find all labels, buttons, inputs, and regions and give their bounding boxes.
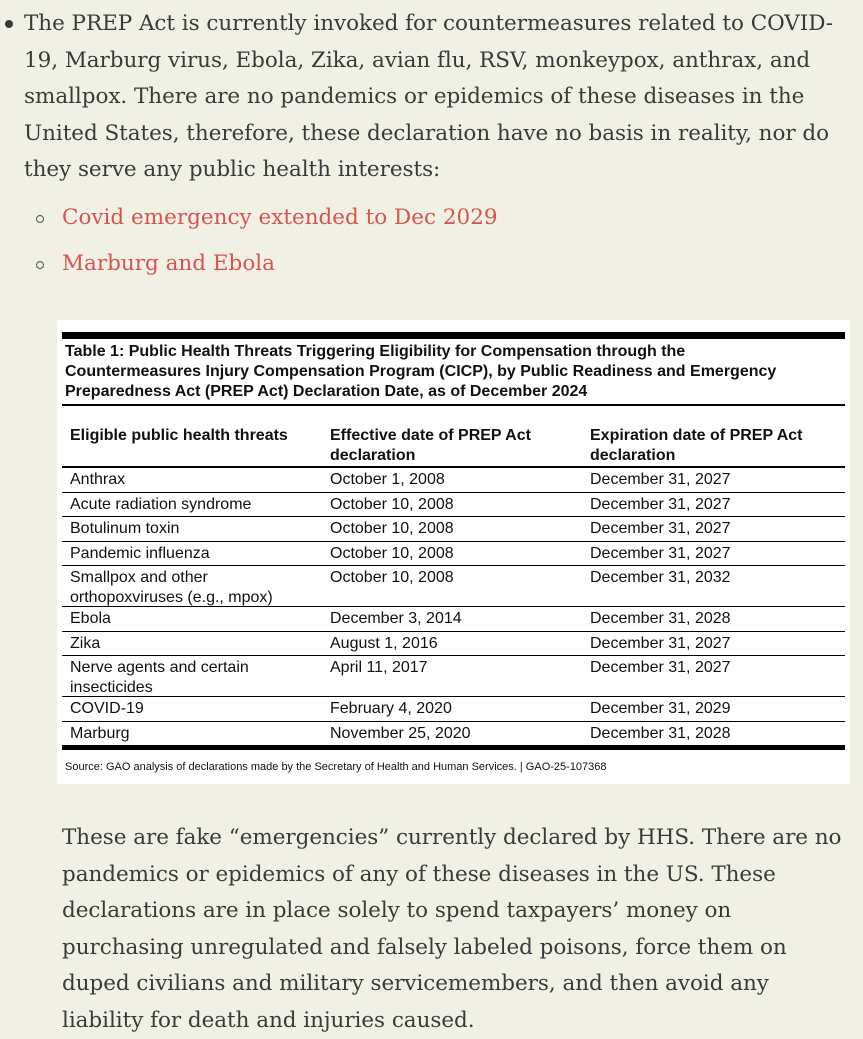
table-body [62, 468, 845, 746]
cell-effective-date: August 1, 2016 [330, 634, 438, 652]
cell-threat: Anthrax [70, 471, 126, 488]
figure-title-rule [62, 404, 845, 406]
main-paragraph: The PREP Act is currently invoked for countermeasures related to COVID-19, Marburg virus, Ebola, Zika, avian flu, RSV, monkeypox, anthrax, and smallpox. There are no pandemics or epidemics of these diseases in the United States, therefore, these declaration have no basis in reality, nor do they serve any public health interests: [24, 11, 834, 182]
cell-effective-date: October 10, 2008 [330, 495, 454, 513]
covid-emergency-link[interactable]: Covid emergency extended to Dec 2029 [62, 205, 498, 230]
cell-effective-date: November 25, 2020 [330, 724, 471, 742]
table-row [62, 632, 845, 657]
cell-effective-date: February 4, 2020 [330, 700, 452, 717]
column-header-effective-date: Effective date of PREP Act declaration [330, 427, 531, 464]
cell-threat: Zika [70, 634, 101, 652]
column-header-expiration-date: Expiration date of PREP Act declaration [590, 427, 803, 464]
threats-table [62, 424, 845, 750]
cell-threat: Acute radiation syndrome [70, 495, 252, 513]
cell-threat: Marburg [70, 724, 130, 742]
table-row [62, 656, 845, 697]
cell-expiration-date: December 31, 2027 [590, 544, 731, 562]
table-row [62, 493, 845, 518]
table-row [62, 697, 845, 722]
cell-expiration-date: December 31, 2027 [590, 471, 731, 488]
table-row [62, 542, 845, 567]
cell-expiration-date: December 31, 2027 [590, 495, 731, 513]
table-row [62, 607, 845, 632]
cell-threat: Ebola [70, 610, 111, 627]
table-row [62, 517, 845, 542]
cell-expiration-date: December 31, 2028 [590, 724, 731, 742]
circle-bullet-icon [36, 261, 44, 269]
column-header-threat: Eligible public health threats [70, 427, 288, 444]
cell-effective-date: April 11, 2017 [330, 659, 428, 676]
table-row [62, 468, 845, 493]
marburg-ebola-link[interactable]: Marburg and Ebola [62, 251, 275, 276]
table-row [62, 566, 845, 607]
cell-effective-date: October 10, 2008 [330, 569, 454, 586]
cell-expiration-date: December 31, 2032 [590, 569, 731, 586]
cell-expiration-date: December 31, 2029 [590, 700, 731, 717]
circle-bullet-icon [36, 215, 44, 223]
cell-threat: Smallpox and other orthopoxviruses (e.g., mpox) [70, 569, 273, 606]
table-header-row [62, 424, 845, 468]
cell-threat: Nerve agents and certain insecticides [70, 659, 249, 696]
cell-expiration-date: December 31, 2027 [590, 520, 731, 537]
cell-effective-date: December 3, 2014 [330, 610, 462, 627]
sub-list-item [0, 250, 760, 286]
cell-effective-date: October 10, 2008 [330, 544, 454, 562]
cell-expiration-date: December 31, 2028 [590, 610, 731, 627]
figure-top-rule [62, 332, 845, 339]
closing-paragraph: These are fake “emergencies” currently declared by HHS. There are no pandemics or epidemics of any of these diseases in the US. These declarations are in place solely to spend taxpayers’ money on purchasing unregulated and falsely labeled poisons, force them on duped civilians and military servicemembers, and then avoid any liability for death and injuries caused. [62, 825, 842, 1033]
bullet-dot-icon [5, 20, 13, 28]
figure-title: Table 1: Public Health Threats Triggering Eligibility for Compensation through the Countermeasures Injury Compensation Program (CICP), by Public Readiness and Emergency Preparedness Act (PREP Act) Declaration Date, as of December 2024 [65, 343, 777, 400]
sub-list-item [0, 204, 760, 240]
cell-expiration-date: December 31, 2027 [590, 659, 731, 676]
cell-effective-date: October 10, 2008 [330, 520, 454, 537]
cell-threat: Pandemic influenza [70, 544, 210, 562]
figure-source-note: Source: GAO analysis of declarations made by the Secretary of Health and Human Services. | GAO-25-107368 [65, 761, 607, 773]
table-row [62, 722, 845, 747]
cell-threat: COVID-19 [70, 700, 144, 717]
cell-effective-date: October 1, 2008 [330, 471, 445, 488]
gao-table-figure [57, 320, 850, 784]
cell-threat: Botulinum toxin [70, 520, 180, 537]
cell-expiration-date: December 31, 2027 [590, 634, 731, 652]
table-bottom-rule [62, 746, 845, 750]
